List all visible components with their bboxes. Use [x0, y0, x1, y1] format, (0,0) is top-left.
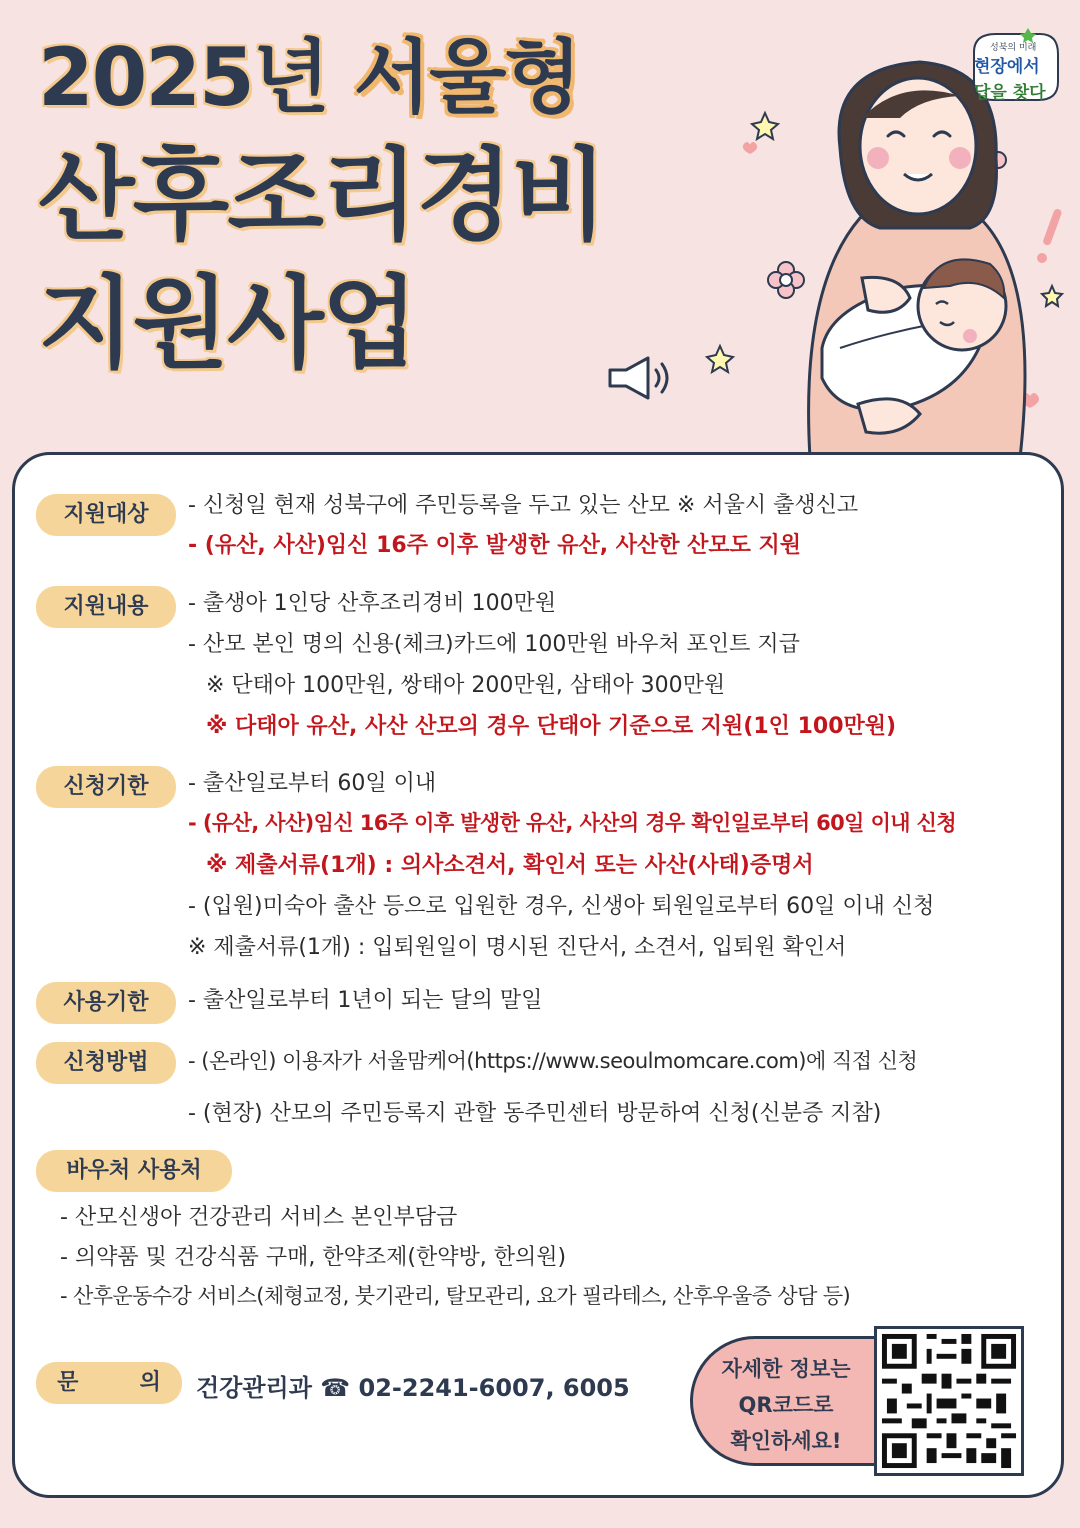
label-usage-period: 사용기한 — [36, 982, 176, 1024]
deadline-line-3: ※ 제출서류(1개) : 의사소견서, 확인서 또는 사산(사태)증명서 — [206, 853, 814, 878]
method-line-1: - (온라인) 이용자가 서울맘케어(https://www.seoulmomcare.com)에 직접 신청 — [188, 1049, 918, 1073]
usage-period-line-1: - 출산일로부터 1년이 되는 달의 말일 — [188, 988, 543, 1013]
logo-sub-text: 답을 찾다 — [974, 83, 1046, 103]
voucher-line-2: - 의약품 및 건강식품 구매, 한약조제(한약방, 한의원) — [60, 1245, 567, 1270]
deadline-line-1: - 출산일로부터 60일 이내 — [188, 771, 437, 796]
label-deadline: 신청기한 — [36, 766, 176, 808]
label-inquiry: 문 의 — [36, 1362, 182, 1404]
voucher-line-1: - 산모신생아 건강관리 서비스 본인부담금 — [60, 1205, 458, 1230]
content-line-4: ※ 다태아 유산, 사산 산모의 경우 단태아 기준으로 지원(1인 100만원) — [206, 714, 897, 739]
title-year: 2025년 — [38, 31, 328, 124]
qr-note-line-1: 자세한 정보는 — [721, 1357, 851, 1381]
content-line-2: - 산모 본인 명의 신용(체크)카드에 100만원 바우처 포인트 지급 — [188, 632, 800, 657]
title-line-2: 산후조리경비 — [38, 137, 606, 254]
title-line-1 — [38, 31, 606, 124]
title-line-3: 지원사업 — [38, 265, 417, 382]
voucher-line-3: - 산후운동수강 서비스(체형교정, 붓기관리, 탈모관리, 요가 필라테스, 산후우울증 상담 등) — [60, 1284, 851, 1308]
qr-note-line-3: 확인하세요! — [730, 1429, 842, 1453]
label-method: 신청방법 — [36, 1042, 176, 1084]
logo-main-text: 현장에서 — [974, 57, 1040, 77]
qr-code-icon — [877, 1329, 1021, 1473]
content-line-1: - 출생아 1인당 산후조리경비 100만원 — [188, 591, 557, 616]
label-voucher: 바우처 사용처 — [36, 1150, 232, 1192]
qr-note — [690, 1336, 882, 1466]
method-line-2: - (현장) 산모의 주민등록지 관할 동주민센터 방문하여 신청(신분증 지참) — [188, 1101, 882, 1126]
label-target: 지원대상 — [36, 494, 176, 536]
logo-small-text: 성북의 미래 — [990, 43, 1037, 53]
content-line-3: ※ 단태아 100만원, 쌍태아 200만원, 삼태아 300만원 — [206, 673, 726, 698]
inquiry-text: 건강관리과 ☎ 02-2241-6007, 6005 — [196, 1374, 630, 1402]
title-seoul: 서울형 — [353, 31, 580, 124]
qr-code[interactable] — [874, 1326, 1024, 1476]
title-block — [38, 31, 606, 382]
label-content: 지원내용 — [36, 586, 176, 628]
district-logo — [968, 22, 1060, 106]
qr-note-line-2: QR코드로 — [738, 1393, 834, 1417]
deadline-line-5: ※ 제출서류(1개) : 입퇴원일이 명시된 진단서, 소견서, 입퇴원 확인서 — [188, 935, 847, 960]
target-line-2: - (유산, 사산)임신 16주 이후 발생한 유산, 사산한 산모도 지원 — [188, 533, 802, 558]
target-line-1: - 신청일 현재 성북구에 주민등록을 두고 있는 산모 ※ 서울시 출생신고 — [188, 493, 859, 518]
deadline-line-4: - (입원)미숙아 출산 등으로 입원한 경우, 신생아 퇴원일로부터 60일 이내 신청 — [188, 894, 935, 919]
deadline-line-2: - (유산, 사산)임신 16주 이후 발생한 유산, 사산의 경우 확인일로부터 60일 이내 신청 — [188, 811, 957, 835]
